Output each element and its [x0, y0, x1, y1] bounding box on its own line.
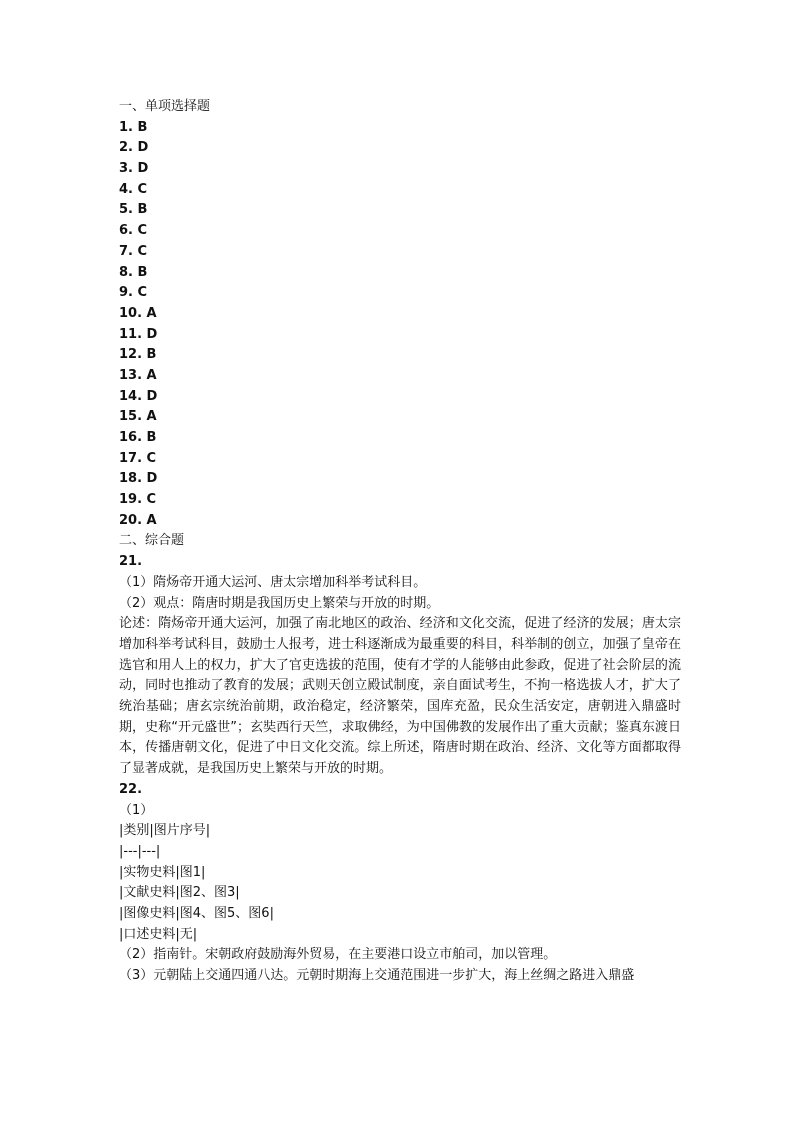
question-21-part1: （1）隋炀帝开通大运河、唐太宗增加科举考试科目。: [119, 574, 427, 590]
table-line: |文献史料|图2、图3|: [119, 885, 240, 901]
answer-item: 10. A: [119, 305, 157, 321]
question-22-part2: （2）指南针。宋朝政府鼓励海外贸易，在主要港口设立市舶司，加以管理。: [119, 947, 557, 963]
question-22-part3: （3）元朝陆上交通四通八达。元朝时期海上交通范围进一步扩大，海上丝绸之路进入鼎盛: [119, 968, 635, 983]
table-line: |口述史料|无|: [119, 926, 198, 942]
section2-heading: 二、综合题: [119, 533, 185, 549]
question-21-part2: （2）观点：隋唐时期是我国历史上繁荣与开放的时期。: [119, 595, 440, 611]
answer-item: 1. B: [119, 119, 148, 135]
answer-item: 7. C: [119, 243, 148, 259]
answer-item: 17. C: [119, 450, 157, 466]
answer-item: 14. D: [119, 388, 158, 404]
answer-item: 3. D: [119, 161, 149, 177]
table-line: |类别|图片序号|: [119, 823, 211, 839]
answer-item: 8. B: [119, 264, 148, 280]
answer-item: 9. C: [119, 285, 148, 301]
answer-list: [119, 118, 681, 532]
answer-item: 11. D: [119, 326, 158, 342]
markdown-table: [119, 821, 681, 945]
answer-item: 18. D: [119, 471, 158, 487]
section1-heading: 一、单项选择题: [119, 99, 211, 114]
table-line: |图像史料|图4、图5、图6|: [119, 905, 274, 921]
question-21-argument: 论述：隋炀帝开通大运河，加强了南北地区的政治、经济和文化交流，促进了经济的发展；唐太宗增加科举考试科目，鼓励士人报考，进士科逐渐成为最重要的科目，科举制的创立，加强了皇帝在选官和用人上的权力，扩大了官吏选拔的范围，使有才学的人能够由此参政，促进了社会阶层的流动，同时也推动了教育的发展；武则天创立殿试制度，亲自面试考生，不拘一格选拔人才，扩大了统治基础；唐玄宗统治前期，政治稳定，经济繁荣，国库充盈，民众生活安定，唐朝进入鼎盛时期，史称“开元盛世”；玄奘西行天竺，求取佛经，为中国佛教的发展作出了重大贡献；鉴真东渡日本，传播唐朝文化，促进了中日文化交流。综上所述，隋唐时期在政治、经济、文化等方面都取得了显著成就，是我国历史上繁荣与开放的时期。: [119, 616, 681, 777]
answer-item: 12. B: [119, 347, 157, 363]
answer-item: 4. C: [119, 181, 148, 197]
answer-item: 13. A: [119, 367, 157, 383]
answer-item: 15. A: [119, 409, 157, 425]
question-21-number: 21.: [119, 554, 143, 570]
answer-item: 6. C: [119, 223, 148, 239]
answer-item: 5. B: [119, 202, 148, 218]
answer-item: 16. B: [119, 430, 157, 445]
table-line: |---|---|: [119, 843, 161, 859]
table-line: |实物史料|图1|: [119, 864, 206, 880]
answer-item: 2. D: [119, 140, 149, 156]
question-22-number: 22.: [119, 781, 143, 797]
answer-item: 20. A: [119, 512, 157, 528]
document-page: [119, 97, 681, 987]
answer-item: 19. C: [119, 492, 157, 508]
question-22-part1-label: （1）: [119, 802, 154, 818]
